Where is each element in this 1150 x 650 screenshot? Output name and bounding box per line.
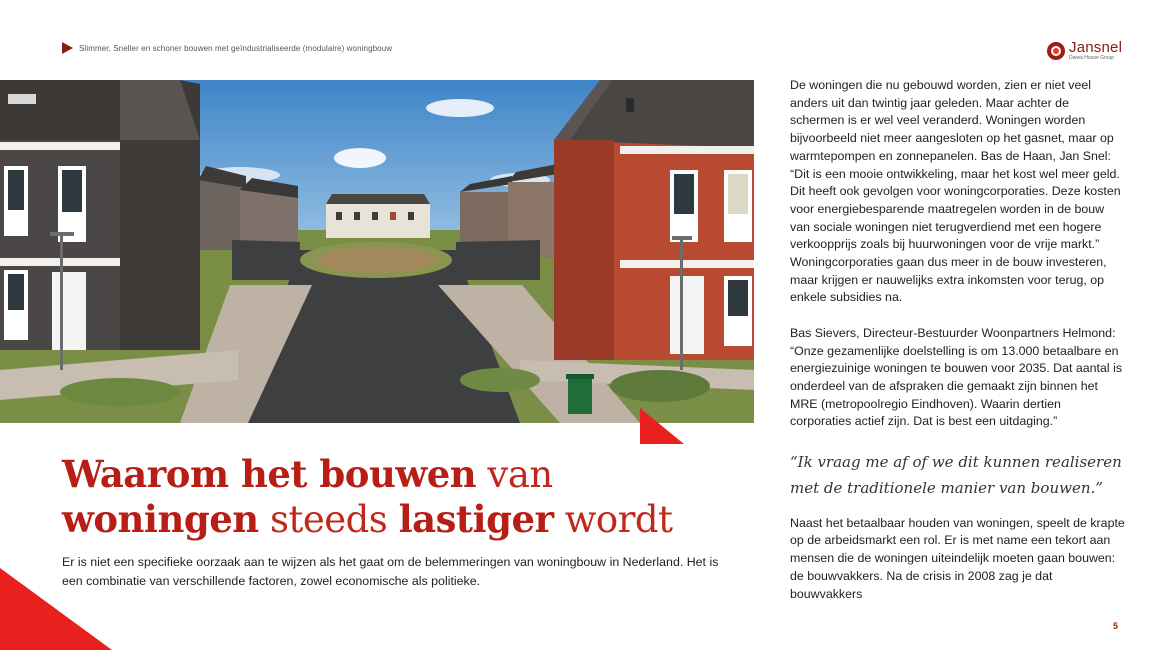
accent-triangle xyxy=(640,408,684,444)
body-paragraph-1: De woningen die nu gebouwd worden, zien er niet veel anders uit dan twintig jaar geleden. Maar achter de schermen is er wel veel veranderd. Woningen worden bijvoorbeeld niet meer aangesloten op het gasnet, maar op warmtepompen en zonnepanelen. Bas de Haan, Jan Snel: “Dit is een mooie ontwikkeling, maar het kost wel meer geld. Dit heeft ook gevolgen voor woningcorporaties. Deze kosten voor energiebesparende maatregelen worden in de bouw van sociale woningen niet terugverdiend met een hogere verkoopprijs zoals bij huurwoningen voor de vrije markt.” Woningcorporaties gaan dus meer in de bouw investeren, maar krijgen er nauwelijks extra inkomsten voor terug, op enkele subsidies na. xyxy=(790,78,1121,305)
body-paragraph-3: Naast het betaalbaar houden van woningen, speelt de krapte op de arbeidsmarkt een rol. Er is met name een tekort aan mensen die de woningen uiteindelijk moeten gaan bouwen: de bouwvakkers. Na de crisis in 2008 zag je dat bouwvakkers xyxy=(790,515,1125,601)
corner-accent-triangle xyxy=(0,568,112,650)
headline-part2-light2: wordt xyxy=(553,498,673,541)
logo-subtitle: Daiwa House Group xyxy=(1069,55,1115,61)
right-column xyxy=(790,77,1125,621)
header-arrow-icon xyxy=(62,42,73,54)
jansnel-logo xyxy=(1047,40,1122,61)
headline-part2-bold: woningen xyxy=(62,497,259,541)
logo-name: Jansnel xyxy=(1069,39,1123,56)
headline-part1-light: van xyxy=(476,453,553,496)
running-header xyxy=(62,42,392,54)
housing-street-photo xyxy=(0,80,754,423)
headline-part1-bold: Waarom het bouwen xyxy=(62,452,477,496)
headline-part2-light: steeds xyxy=(258,498,399,541)
headline xyxy=(62,452,672,542)
page-number: 5 xyxy=(1113,621,1119,631)
intro-paragraph: Er is niet een specifieke oorzaak aan te wijzen als het gaat om de belemmeringen van woningbouw in Nederland. Het is een combinatie van verschillende factoren, zowel economische als politieke. xyxy=(62,555,719,588)
logo-mark-icon xyxy=(1047,42,1065,60)
running-title: Slimmer, Sneller en schoner bouwen met geïndustrialiseerde (modulaire) woningbouw xyxy=(79,43,393,53)
headline-part2-bold2: lastiger xyxy=(398,497,554,541)
pull-quote: “Ik vraag me af of we dit kunnen realiseren met de traditionele manier van bouwen.” xyxy=(790,452,1122,497)
body-paragraph-2: Bas Sievers, Directeur-Bestuurder Woonpartners Helmond: “Onze gezamenlijke doelstelling is om 13.000 betaalbare en energiezuinige woningen te bouwen voor 2035. Dat aantal is onderdeel van de afspraken die gemaakt zijn binnen het MRE (metropoolregio Eindhoven). Waarin dertien corporaties actief zijn. Dat is best een uitdaging.” xyxy=(790,325,1123,429)
